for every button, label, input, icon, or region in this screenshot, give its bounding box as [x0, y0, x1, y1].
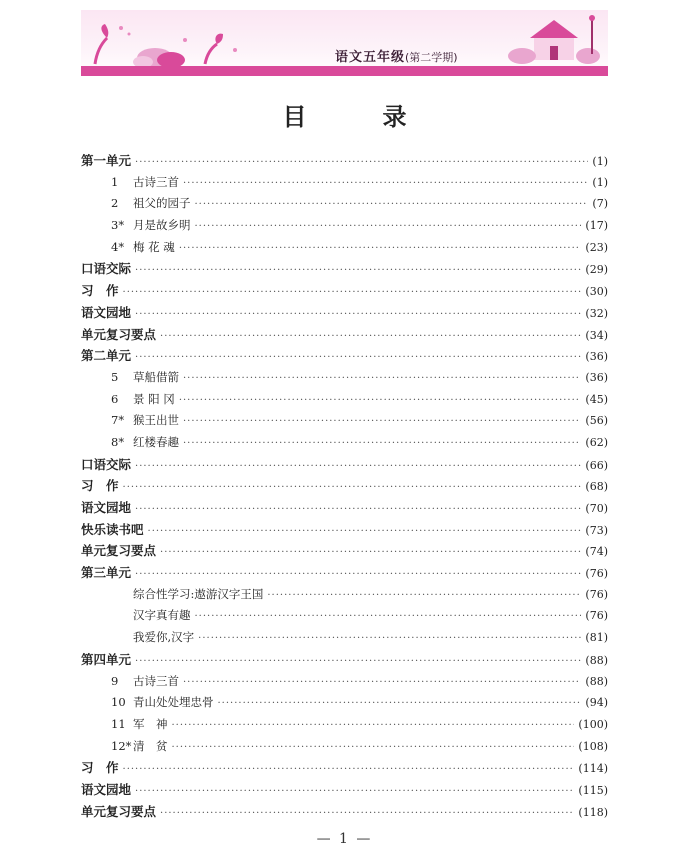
toc-page-number: (66) [585, 458, 608, 472]
toc-page-number: (29) [585, 263, 608, 277]
toc-section-row[interactable] [81, 454, 608, 476]
toc-leader-dots [135, 304, 581, 326]
toc-leader-dots [135, 260, 581, 282]
toc-page-number: (76) [585, 567, 608, 581]
toc-leader-dots [195, 606, 582, 628]
toc-section-row[interactable] [81, 258, 608, 280]
toc-page-number: (94) [585, 696, 608, 710]
toc-page-number: (108) [578, 739, 608, 753]
toc-page-number: (88) [585, 653, 608, 667]
toc-leader-dots [135, 781, 574, 803]
toc-leader-dots [183, 173, 588, 195]
toc-leader-dots [160, 542, 581, 564]
toc-leader-dots [179, 390, 582, 412]
toc-lesson-title: 红楼春趣 [133, 434, 179, 449]
toc-leader-dots [267, 585, 581, 607]
toc-leader-dots [135, 564, 581, 586]
toc-entry-label: 习 作 [81, 760, 119, 776]
toc-lesson-number: 3* [111, 218, 125, 233]
toc-page-number: (45) [585, 392, 608, 406]
toc-page-number: (7) [592, 197, 608, 211]
toc-leader-dots [183, 411, 581, 433]
toc-page-number: (100) [578, 717, 608, 731]
toc-lesson-row[interactable] [81, 172, 608, 194]
toc-entry-label [81, 736, 168, 758]
toc-leader-dots [179, 238, 582, 260]
toc-leader-dots [160, 326, 581, 348]
toc-section-row[interactable] [81, 475, 608, 497]
header-divider [81, 66, 608, 76]
toc-leader-dots [123, 477, 582, 499]
toc-leader-dots [135, 456, 581, 478]
toc-page-number: (62) [585, 435, 608, 449]
toc-entry-label: 习 作 [81, 283, 119, 299]
toc-lesson-title: 古诗三首 [133, 174, 179, 189]
toc-leader-dots [172, 715, 575, 737]
toc-entry-label [81, 584, 263, 606]
toc-entry-label [81, 237, 175, 259]
flower-decoration-icon [85, 20, 245, 68]
toc-leader-dots [135, 499, 581, 521]
toc-lesson-number: 7* [111, 413, 125, 428]
toc-entry-label: 第一单元 [81, 153, 132, 168]
toc-page-number: (17) [585, 219, 608, 233]
toc-leader-dots [123, 759, 575, 781]
toc-lesson-row[interactable] [81, 692, 608, 714]
toc-lesson-title: 猴王出世 [133, 413, 179, 428]
toc-page-number: (30) [585, 285, 608, 299]
toc-lesson-title: 月是故乡明 [133, 218, 191, 233]
toc-page-number: (76) [585, 587, 608, 601]
toc-entry-label: 语文园地 [81, 781, 132, 797]
toc-section-row[interactable] [81, 345, 608, 367]
toc-lesson-title: 景 阳 冈 [133, 391, 175, 406]
header-title-main: 语文五年级 [335, 50, 406, 65]
toc-entry-label: 单元复习要点 [81, 326, 157, 342]
toc-leader-dots [183, 433, 581, 455]
toc-page-number: (34) [585, 328, 608, 342]
toc-lesson-number: 11 [111, 716, 126, 731]
page-number: — 1 — [316, 831, 373, 847]
toc-entry-label: 第三单元 [81, 565, 132, 581]
toc-page-number: (32) [585, 306, 608, 320]
toc-lesson-number: 1 [111, 174, 119, 189]
toc-lesson-row[interactable] [81, 671, 608, 693]
toc-lesson-row[interactable] [81, 367, 608, 389]
toc-entry-label [81, 367, 179, 389]
toc-entry-label [81, 432, 179, 454]
toc-lesson-title: 祖父的园子 [133, 196, 191, 211]
toc-page-number: (68) [585, 480, 608, 494]
toc-page-number: (70) [585, 502, 608, 515]
toc-lesson-title: 军 神 [133, 716, 168, 731]
toc-entry-label [81, 172, 179, 194]
header-title [335, 46, 458, 65]
toc-lesson-row[interactable] [81, 584, 608, 606]
toc-lesson-number: 5 [111, 369, 119, 384]
toc-lesson-number: 8* [111, 434, 125, 449]
toc-lesson-title: 梅 花 魂 [133, 239, 175, 254]
table-of-contents [81, 150, 608, 822]
toc-entry-label: 口语交际 [81, 456, 132, 472]
toc-leader-dots [123, 282, 582, 304]
page-title: 目 录 [282, 102, 433, 131]
toc-page-number: (88) [585, 674, 608, 688]
toc-entry-label [81, 714, 168, 736]
toc-lesson-title: 青山处处埋忠骨 [133, 695, 214, 710]
toc-lesson-title: 汉字真有趣 [133, 608, 191, 623]
toc-lesson-number: 9 [111, 673, 119, 688]
toc-page-number: (74) [585, 545, 608, 559]
toc-page-number: (23) [585, 240, 608, 254]
toc-leader-dots [148, 521, 582, 543]
toc-page-number: (36) [585, 370, 608, 384]
toc-leader-dots [135, 347, 581, 369]
toc-entry-label: 第四单元 [81, 651, 132, 667]
toc-lesson-title: 清 贫 [133, 738, 168, 753]
toc-entry-label: 口语交际 [81, 261, 132, 277]
toc-entry-label: 习 作 [81, 478, 119, 494]
toc-entry-label [81, 389, 175, 411]
toc-page-number: (56) [585, 414, 608, 428]
toc-leader-dots [160, 803, 574, 825]
toc-leader-dots [183, 672, 581, 694]
toc-lesson-title: 草船借箭 [133, 369, 179, 384]
toc-entry-label [81, 605, 191, 627]
toc-entry-label [81, 692, 214, 714]
toc-page-number: (73) [585, 523, 608, 537]
toc-section-row[interactable] [81, 280, 608, 302]
toc-lesson-number: 4* [111, 239, 125, 254]
toc-lesson-number: 6 [111, 391, 119, 406]
toc-lesson-row[interactable] [81, 410, 608, 432]
toc-entry-label: 单元复习要点 [81, 803, 157, 819]
toc-section-row[interactable] [81, 801, 608, 823]
toc-entry-label [81, 193, 191, 215]
toc-lesson-row[interactable] [81, 193, 608, 215]
toc-section-row[interactable] [81, 324, 608, 346]
toc-leader-dots [218, 693, 582, 715]
toc-lesson-row[interactable] [81, 627, 608, 649]
toc-page-number: (76) [585, 609, 608, 623]
toc-lesson-row[interactable] [81, 736, 608, 758]
toc-lesson-row[interactable] [81, 605, 608, 627]
toc-section-row[interactable] [81, 497, 608, 519]
toc-section-row[interactable] [81, 757, 608, 779]
toc-page-number: (36) [585, 350, 608, 364]
toc-section-row[interactable] [81, 562, 608, 584]
house-decoration-icon [504, 10, 604, 68]
toc-entry-label [81, 215, 191, 237]
toc-section-row[interactable] [81, 150, 608, 172]
header-banner [81, 10, 608, 76]
toc-lesson-title: 我爱你,汉字 [133, 630, 195, 645]
toc-entry-label [81, 627, 194, 649]
toc-section-row[interactable] [81, 302, 608, 324]
toc-entry-label: 快乐读书吧 [81, 521, 144, 537]
toc-entry-label: 语文园地 [81, 304, 132, 320]
toc-page-number: (114) [578, 762, 608, 776]
toc-leader-dots [195, 194, 589, 216]
toc-lesson-title: 综合性学习:遨游汉字王国 [133, 586, 264, 601]
toc-entry-label: 语文园地 [81, 500, 132, 515]
toc-section-row[interactable] [81, 649, 608, 671]
toc-section-row[interactable] [81, 779, 608, 801]
toc-lesson-row[interactable] [81, 389, 608, 411]
toc-section-row[interactable] [81, 540, 608, 562]
toc-lesson-title: 古诗三首 [133, 673, 179, 688]
toc-lesson-number: 2 [111, 196, 119, 211]
toc-entry-label: 单元复习要点 [81, 543, 157, 559]
toc-leader-dots [195, 216, 582, 238]
toc-page-number: (118) [578, 805, 608, 819]
toc-entry-label [81, 410, 179, 432]
toc-lesson-row[interactable] [81, 714, 608, 736]
toc-page-number: (1) [592, 155, 608, 168]
toc-entry-label: 第二单元 [81, 348, 132, 364]
toc-lesson-number: 10 [111, 695, 126, 710]
toc-leader-dots [135, 152, 588, 174]
toc-lesson-row[interactable] [81, 215, 608, 237]
toc-page-number: (1) [592, 175, 608, 189]
toc-leader-dots [172, 737, 575, 759]
toc-leader-dots [135, 651, 581, 673]
toc-lesson-row[interactable] [81, 237, 608, 259]
header-subtitle: (第二学期) [405, 51, 458, 64]
toc-page-number: (115) [578, 783, 608, 797]
toc-lesson-row[interactable] [81, 432, 608, 454]
toc-leader-dots [198, 628, 581, 650]
toc-lesson-number: 12* [111, 738, 132, 753]
toc-page-number: (81) [585, 631, 608, 645]
toc-section-row[interactable] [81, 519, 608, 541]
toc-entry-label [81, 671, 179, 693]
toc-leader-dots [183, 368, 581, 390]
